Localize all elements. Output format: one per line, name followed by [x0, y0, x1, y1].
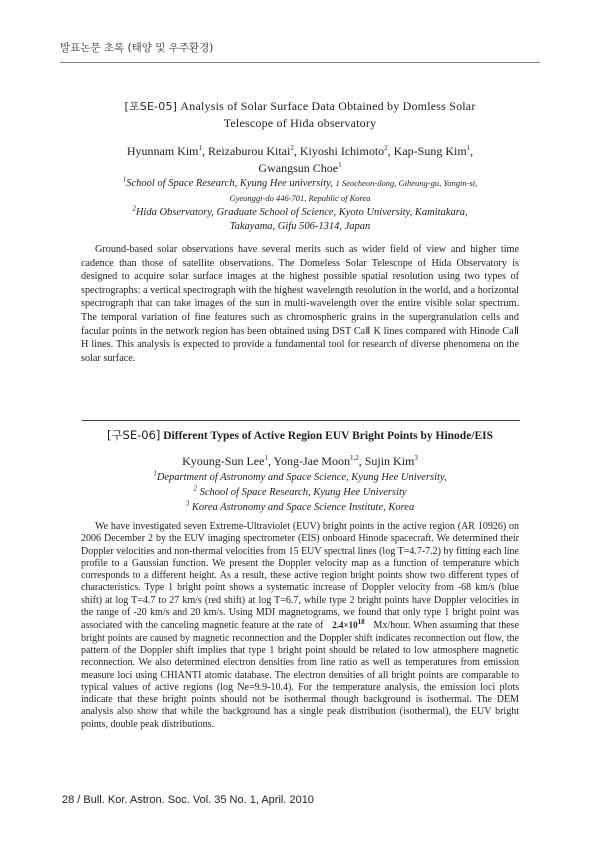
paper2-tag: [구SE-06]: [106, 428, 161, 442]
paper1-title-line2: Telescope of Hida observatory: [223, 116, 377, 130]
paper1-title: [70, 98, 530, 132]
paper2-title-text: Different Types of Active Region EUV Bright Points by Hinode/EIS: [163, 430, 494, 442]
paper2-abstract: [81, 521, 519, 731]
paper2-title: [70, 427, 530, 445]
rate-value: $2.4\times 10^{18}$: [332, 618, 365, 631]
paper1-authors-line1: Hyunnam Kim$^1$, Reizaburou Kitai$^2$, Kiyoshi Ichimoto$^2$, Kap-Sung Kim$^1$,: [126, 144, 474, 158]
paper2-authors: Kyoung-Sun Lee$^1$, Yong-Jae Moon$^{1,2}$, Sujin Kim$^3$: [182, 454, 418, 468]
paper2-abstract-part1: We have investigated seven Extreme-Ultraviolet (EUV) bright points in the active region (AR 10926) on 2006 December 2 by the EUV imaging spectrometer (EIS) onboard Hinode spacecraft. We determined their Doppler velocities and non-thermal velocities from 15 EUV spectral lines (log T=4.7-7.2) by fitting each line profile to a Gaussian function. We present the Doppler velocity map as a function of temperature which corresponds to a different height. As a result, these active region bright points show two different types of characteristics. Type 1 bright point shows a systematic increase of Doppler velocity from -68 km/s (blue shift) at log T=4.7 to 27 km/s (red shift) at log T=6.7, while type 2 bright points have Doppler velocities in the range of -20 km/s and 20 km/s. Using MDI magnetograms, we found that only type 1 bright point was associated with the canceling magnetic feature at the rate of: [81, 521, 519, 632]
paper1-tag: [포SE-05]: [124, 100, 178, 113]
paper1-abstract-text: Ground-based solar observations have several merits such as wider field of view and higher time cadence than those of satellite observations. The Domeless Solar Telescope of Hida Observatory is designed to acquire solar surface images at the highest possible spatial resolution using two types of spectrographs: a vertical spectrograph with the highest wavelength resolution in the world, and a horizontal spectrograph that can take images of the sun in multi-wavelength over the entire visible solar spectrum. The temporal variation of fine features such as chromospheric grains in the supergranulation cells and facular points in the network region has been obtained using DST CaⅡ K lines compared with Hinode CaⅡ H lines. This analysis is expected to provide a fundamental tool for research of diverse phenomena on the solar surface.: [81, 244, 519, 364]
paper1-authors: [70, 143, 530, 177]
paper1-affiliation-2: $^2$Hida Observatory, Graduate School of Science, Kyoto University, Kamitakara, Takayama, Gifu 506-1314, Japan: [132, 204, 468, 232]
paper2-affiliation-3: $^3$ Korea Astronomy and Space Science Institute, Korea: [185, 499, 415, 513]
paper1-authors-line2: Gwangsun Choe$^1$: [258, 161, 342, 175]
paper1-abstract: [81, 243, 519, 365]
paper1-affiliation-1: $^1$School of Space Research, Kyung Hee university, 1 Seocheon-dong, Giheung-gu, Yongin-si, Gyeonggi-do 446-701, Republic of Korea: [122, 175, 478, 203]
paper2-affiliation-2: $^2$ School of Space Research, Kyung Hee University: [193, 484, 407, 498]
running-header: 발표논문 초록 (태양 및 우주환경): [60, 42, 214, 54]
paper2-abstract-part2: Mx/hour. When assuming that these bright points are caused by magnetic reconnection and the Doppler shift indicates reconnection out flow, the pattern of the Doppler shift implies that type 1 bright point should be related to low atmosphere magnetic reconnection. We also determined electron densities from line ratio as well as temperatures from emission measure loci using CHIANTI atomic database. The electron densities of all bright points are comparable to typical values of active regions (log Ne=9.9-10.4). For the temperature analysis, the emission loci plots indicate that these bright points should not be isothermal though background is isothermal. The DEM analysis also show that while the background has a single peak distribution (isothermal), the EUV bright points, double peak distributions.: [81, 620, 519, 730]
paper1-title-line1: Analysis of Solar Surface Data Obtained by Domless Solar: [180, 99, 476, 113]
header-rule: [60, 62, 540, 63]
paper2-affiliations: [70, 470, 530, 515]
paper2-affiliation-1: $^1$Department of Astronomy and Space Science, Kyung Hee University,: [153, 469, 447, 483]
section-divider: [82, 420, 520, 421]
page-footer: 28 / Bull. Kor. Astron. Soc. Vol. 35 No. 1, April. 2010: [62, 794, 314, 806]
